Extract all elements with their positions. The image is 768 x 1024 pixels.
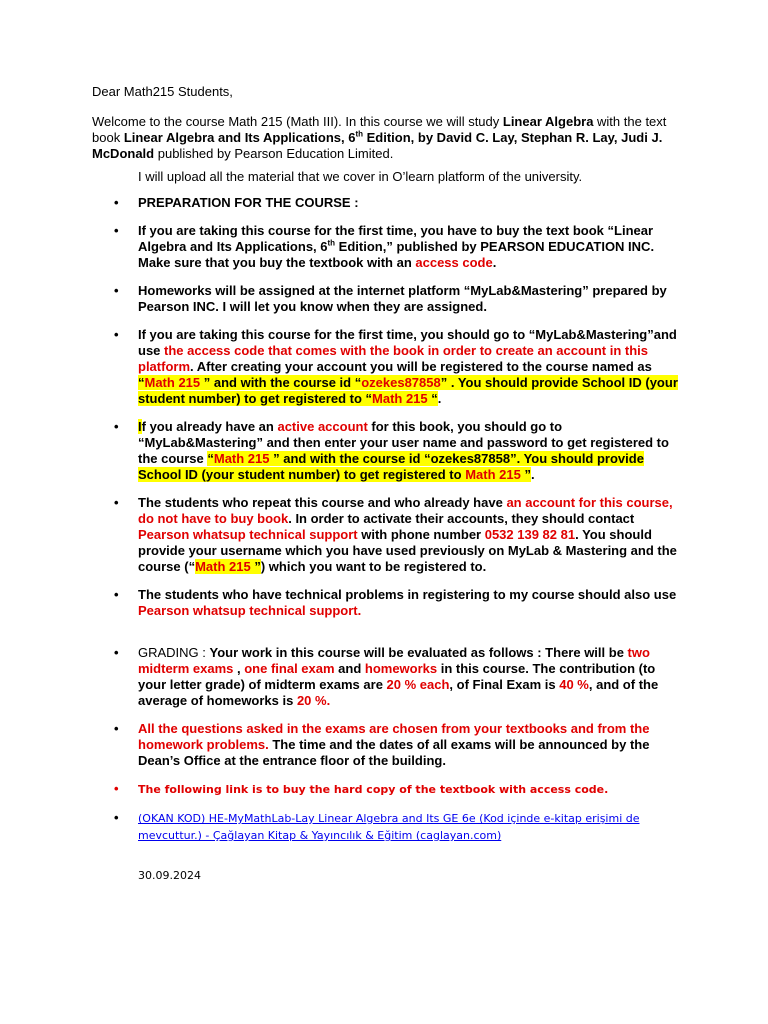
item-text: ” and with the course id “ozekes87858”. You should provide School ID (your student number) to get registered to — [138, 451, 644, 482]
item-text: . In order to activate their accounts, they should contact — [288, 511, 635, 526]
list-item-grading — [138, 645, 682, 709]
item-text: and — [334, 661, 365, 676]
highlight-red-text: two midterm exams — [138, 645, 650, 676]
course-id: ozekes87858 — [361, 375, 441, 390]
item-text: . — [530, 467, 535, 482]
preparation-heading: PREPARATION FOR THE COURSE : — [138, 195, 359, 210]
item-text: f you already have an — [141, 419, 278, 434]
intro-text: published by Pearson Education Limited. — [154, 146, 394, 161]
item-text: If you are taking this course for the first time, you should go to “MyLab&Mastering”and use — [138, 327, 677, 358]
item-text: . — [492, 255, 497, 270]
item-text: . You should provide your username which you have used previously on MyLab & Mastering and the course (“ — [138, 527, 677, 574]
superscript: th — [355, 129, 364, 139]
item-text: Your work in this course will be evaluated as follows : There will be — [209, 645, 628, 660]
item-text: , and of the average of homeworks is — [138, 677, 659, 708]
intro-paragraph — [92, 114, 682, 162]
item-text: . — [437, 391, 442, 406]
highlighted-text — [138, 451, 644, 482]
item-text: “ — [427, 391, 438, 406]
course-name: Math 215 — [195, 559, 251, 574]
highlight-red-text: homeworks — [364, 661, 438, 676]
superscript: th — [327, 238, 336, 248]
item-text: The students who repeat this course and who already have — [138, 495, 507, 510]
item-text: for this book, you should go to “MyLab&Mastering” and then enter your user name and password to get registered to the course — [138, 419, 669, 466]
list-item-first-time-buy — [138, 223, 682, 271]
list-item-first-time-register — [138, 327, 682, 407]
course-name: Math 215 — [465, 467, 521, 482]
textbook-authors: Edition, by David C. Lay, Stephan R. Lay, Judi J. McDonald — [92, 130, 663, 161]
access-code-text: access code — [415, 255, 493, 270]
course-name: Math 215 — [144, 375, 201, 390]
item-text: The students who have technical problems in registering to my course should also use — [138, 587, 677, 602]
highlight-red-text: the access code that comes with the book in order to create an account in this platform — [138, 343, 649, 374]
textbook-title: Linear Algebra and Its Applications, 6 — [123, 130, 356, 145]
item-text: ” — [250, 559, 261, 574]
grading-label: GRADING : — [138, 645, 210, 660]
item-text: ” . You should provide School ID (your student number) to get registered to “ — [138, 375, 678, 406]
item-text: , — [233, 661, 245, 676]
upload-note: I will upload all the material that we cover in O’learn platform of the university. — [138, 169, 583, 184]
list-item-link-note — [138, 781, 682, 798]
list-item-repeat-students — [138, 495, 682, 575]
course-name: Math 215 — [213, 451, 270, 466]
item-text: “ — [207, 451, 214, 466]
item-text: in this course. The contribution (to your letter grade) of midterm exams are — [138, 661, 656, 692]
intro-text: Welcome to the course Math 215 (Math III). In this course we will study — [92, 114, 503, 129]
grade-weight: 20 % each — [386, 677, 450, 692]
item-text: ) which you want to be registered to. — [260, 559, 487, 574]
link-note-text: The following link is to buy the hard copy of the textbook with access code. — [138, 783, 609, 796]
intro-text: with the text book — [92, 114, 667, 145]
item-text: Edition,” published by PEARSON EDUCATION INC. Make sure that you buy the textbook with an — [138, 239, 655, 270]
list-item-technical-problems — [138, 587, 682, 619]
list-item-exam-questions — [138, 721, 682, 769]
grade-weight: 20 %. — [296, 693, 331, 708]
item-text: “ — [138, 375, 145, 390]
item-text: , of Final Exam is — [449, 677, 560, 692]
phone-number: 0532 139 82 81 — [484, 527, 576, 542]
instruction-list — [92, 195, 682, 844]
grade-weight: 40 % — [559, 677, 589, 692]
list-item-homework — [138, 283, 682, 315]
document-page — [92, 84, 682, 884]
item-text: with phone number — [357, 527, 485, 542]
list-item-active-account — [138, 419, 682, 483]
highlight-red-text: one final exam — [244, 661, 335, 676]
list-item-textbook-link — [138, 810, 682, 844]
highlight-red-text: All the questions asked in the exams are chosen from your textbooks and from the homework problems. — [138, 721, 650, 752]
item-text: If you are taking this course for the first time, you have to buy the text book “Linear Algebra and Its Applications, 6 — [138, 223, 654, 254]
item-text: . After creating your account you will be registered to the course named as — [190, 359, 652, 374]
course-name: Math 215 — [372, 391, 428, 406]
textbook-purchase-link[interactable]: (OKAN KOD) HE-MyMathLab-Lay Linear Algebra and Its GE 6e (Kod içinde e-kitap erişimi de mevcuttur.) - Çağlayan Kitap & Yayıncılık & Eğitim (caglayan.com) — [138, 812, 640, 842]
item-text: Homeworks will be assigned at the internet platform “MyLab&Mastering” prepared by Pearson INC. I will let you know when they are assigned. — [138, 283, 667, 314]
highlighted-text — [195, 559, 261, 574]
document-date: 30.09.2024 — [138, 869, 201, 882]
highlight-red-text: an account for this course, do not have to buy book — [138, 495, 673, 526]
support-name: Pearson whatsup technical support — [138, 527, 358, 542]
salutation: Dear Math215 Students, — [92, 84, 233, 99]
item-text: ” and with the course id “ — [200, 375, 362, 390]
item-text: ” — [520, 467, 531, 482]
highlight-red-text: active account — [277, 419, 368, 434]
highlighted-text: I — [138, 419, 142, 434]
list-item-preparation — [138, 195, 682, 211]
item-text: The time and the dates of all exams will be announced by the Dean’s Office at the entrance floor of the building. — [138, 737, 650, 768]
intro-course-subject: Linear Algebra — [502, 114, 594, 129]
highlighted-text — [138, 375, 678, 406]
support-name: Pearson whatsup technical support. — [138, 603, 362, 618]
